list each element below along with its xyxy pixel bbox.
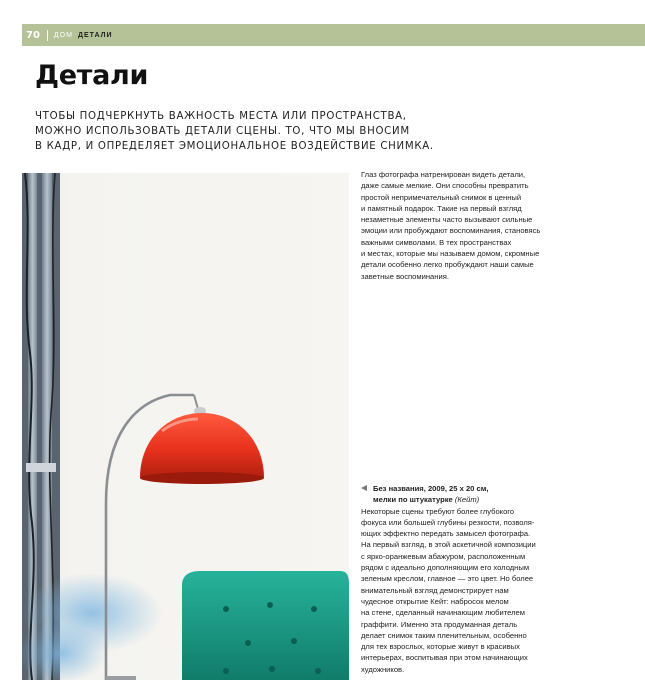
caption-line: с ярко-оранжевым абажуром, расположенным (361, 551, 526, 561)
caption-title-line1: Без названия, 2009, 25 x 20 см, (373, 484, 489, 493)
caption-title-line2-wrap (361, 494, 601, 505)
chair-button (267, 602, 273, 608)
body-line: незаметные элементы часто вызывают сильные (361, 215, 533, 225)
caption-author: (Кейт) (454, 495, 480, 505)
caption-line: ющих эффектно передать замысел фотографа. (361, 529, 531, 539)
intro-line: В КАДР, И ОПРЕДЕЛЯЕТ ЭМОЦИОНАЛЬНОЕ ВОЗДЕЙСТВИЕ СНИМКА. (35, 141, 434, 152)
body-text (361, 169, 601, 282)
breadcrumb-current: ДЕТАЛИ (77, 31, 113, 39)
pipe-clamp (26, 463, 56, 472)
body-line: Глаз фотографа натренирован видеть детали, (361, 170, 526, 179)
intro-line: ЧТОБЫ ПОДЧЕРКНУТЬ ВАЖНОСТЬ МЕСТА ИЛИ ПРОСТРАНСТВА, (35, 111, 407, 122)
header-separator (47, 30, 48, 41)
chair-button (223, 606, 229, 612)
chair-button (311, 606, 317, 612)
photo-caption (361, 483, 601, 675)
body-line: даже самые мелкие. Они способны превратить (361, 181, 529, 191)
body-line: и местах, которые мы называем домом, скромные (361, 249, 540, 259)
body-line: детали особенно легко пробуждают наши самые (361, 260, 534, 270)
chair-button (315, 668, 321, 674)
body-line: и памятный подарок. Такие на первый взгляд (361, 203, 522, 213)
caption-line: чудесное открытие Кейт: набросок мелом (361, 596, 509, 606)
green-chair (182, 571, 349, 680)
caption-line: для тех взрослых, которые живут в красивых (361, 642, 520, 652)
intro-text (35, 109, 434, 154)
lamp-rim (140, 472, 264, 484)
page-number: 70 (26, 29, 40, 41)
chair-button (223, 668, 229, 674)
breadcrumb-section: ДОМ (53, 31, 73, 39)
chair-button (269, 666, 275, 672)
body-line: простой непримечательный снимок в ценный (361, 192, 522, 202)
caption-line: граффити. Именно эта продуманная деталь (361, 619, 518, 629)
intro-line: МОЖНО ИСПОЛЬЗОВАТЬ ДЕТАЛИ СЦЕНЫ. ТО, ЧТО МЫ ВНОСИМ (35, 126, 410, 137)
caption-title (361, 483, 601, 494)
page-title: Детали (35, 60, 149, 91)
chair-button (245, 640, 251, 646)
caption-line: Некоторые сцены требуют более глубокого (361, 506, 515, 516)
body-line: заветные воспоминания. (361, 271, 449, 281)
caption-line: делает снимок таким пленительным, особенно (361, 630, 527, 640)
chair-button (291, 638, 297, 644)
caption-line: художников. (361, 664, 405, 674)
caption-line: интерьерах, воспитывая при этом начинающих (361, 653, 528, 663)
body-line: эмоции или пробуждают воспоминания, становясь (361, 226, 541, 236)
caption-title-line2: мелки по штукатурке (373, 495, 453, 505)
caption-line: зеленым креслом, главное — это цвет. Но более (361, 574, 534, 584)
caption-line: на стене, сделанный начинающим любителем (361, 608, 525, 618)
caption-arrow-icon (361, 485, 367, 491)
lamp-base (106, 676, 136, 680)
caption-line: На первый взгляд, в этой аскетичной композиции (361, 540, 536, 550)
caption-line: внимательный взгляд демонстрирует нам (361, 585, 509, 595)
header-bar (22, 24, 645, 46)
photo-lamp-and-chair (22, 173, 349, 680)
body-line: важными символами. В тех пространствах (361, 237, 512, 247)
caption-line: рядом с идеально дополняющим его холодным (361, 563, 530, 573)
caption-line: фокуса или большей глубины резкости, позволя- (361, 517, 535, 527)
photo-illustration (22, 173, 349, 680)
caption-body (361, 506, 601, 675)
